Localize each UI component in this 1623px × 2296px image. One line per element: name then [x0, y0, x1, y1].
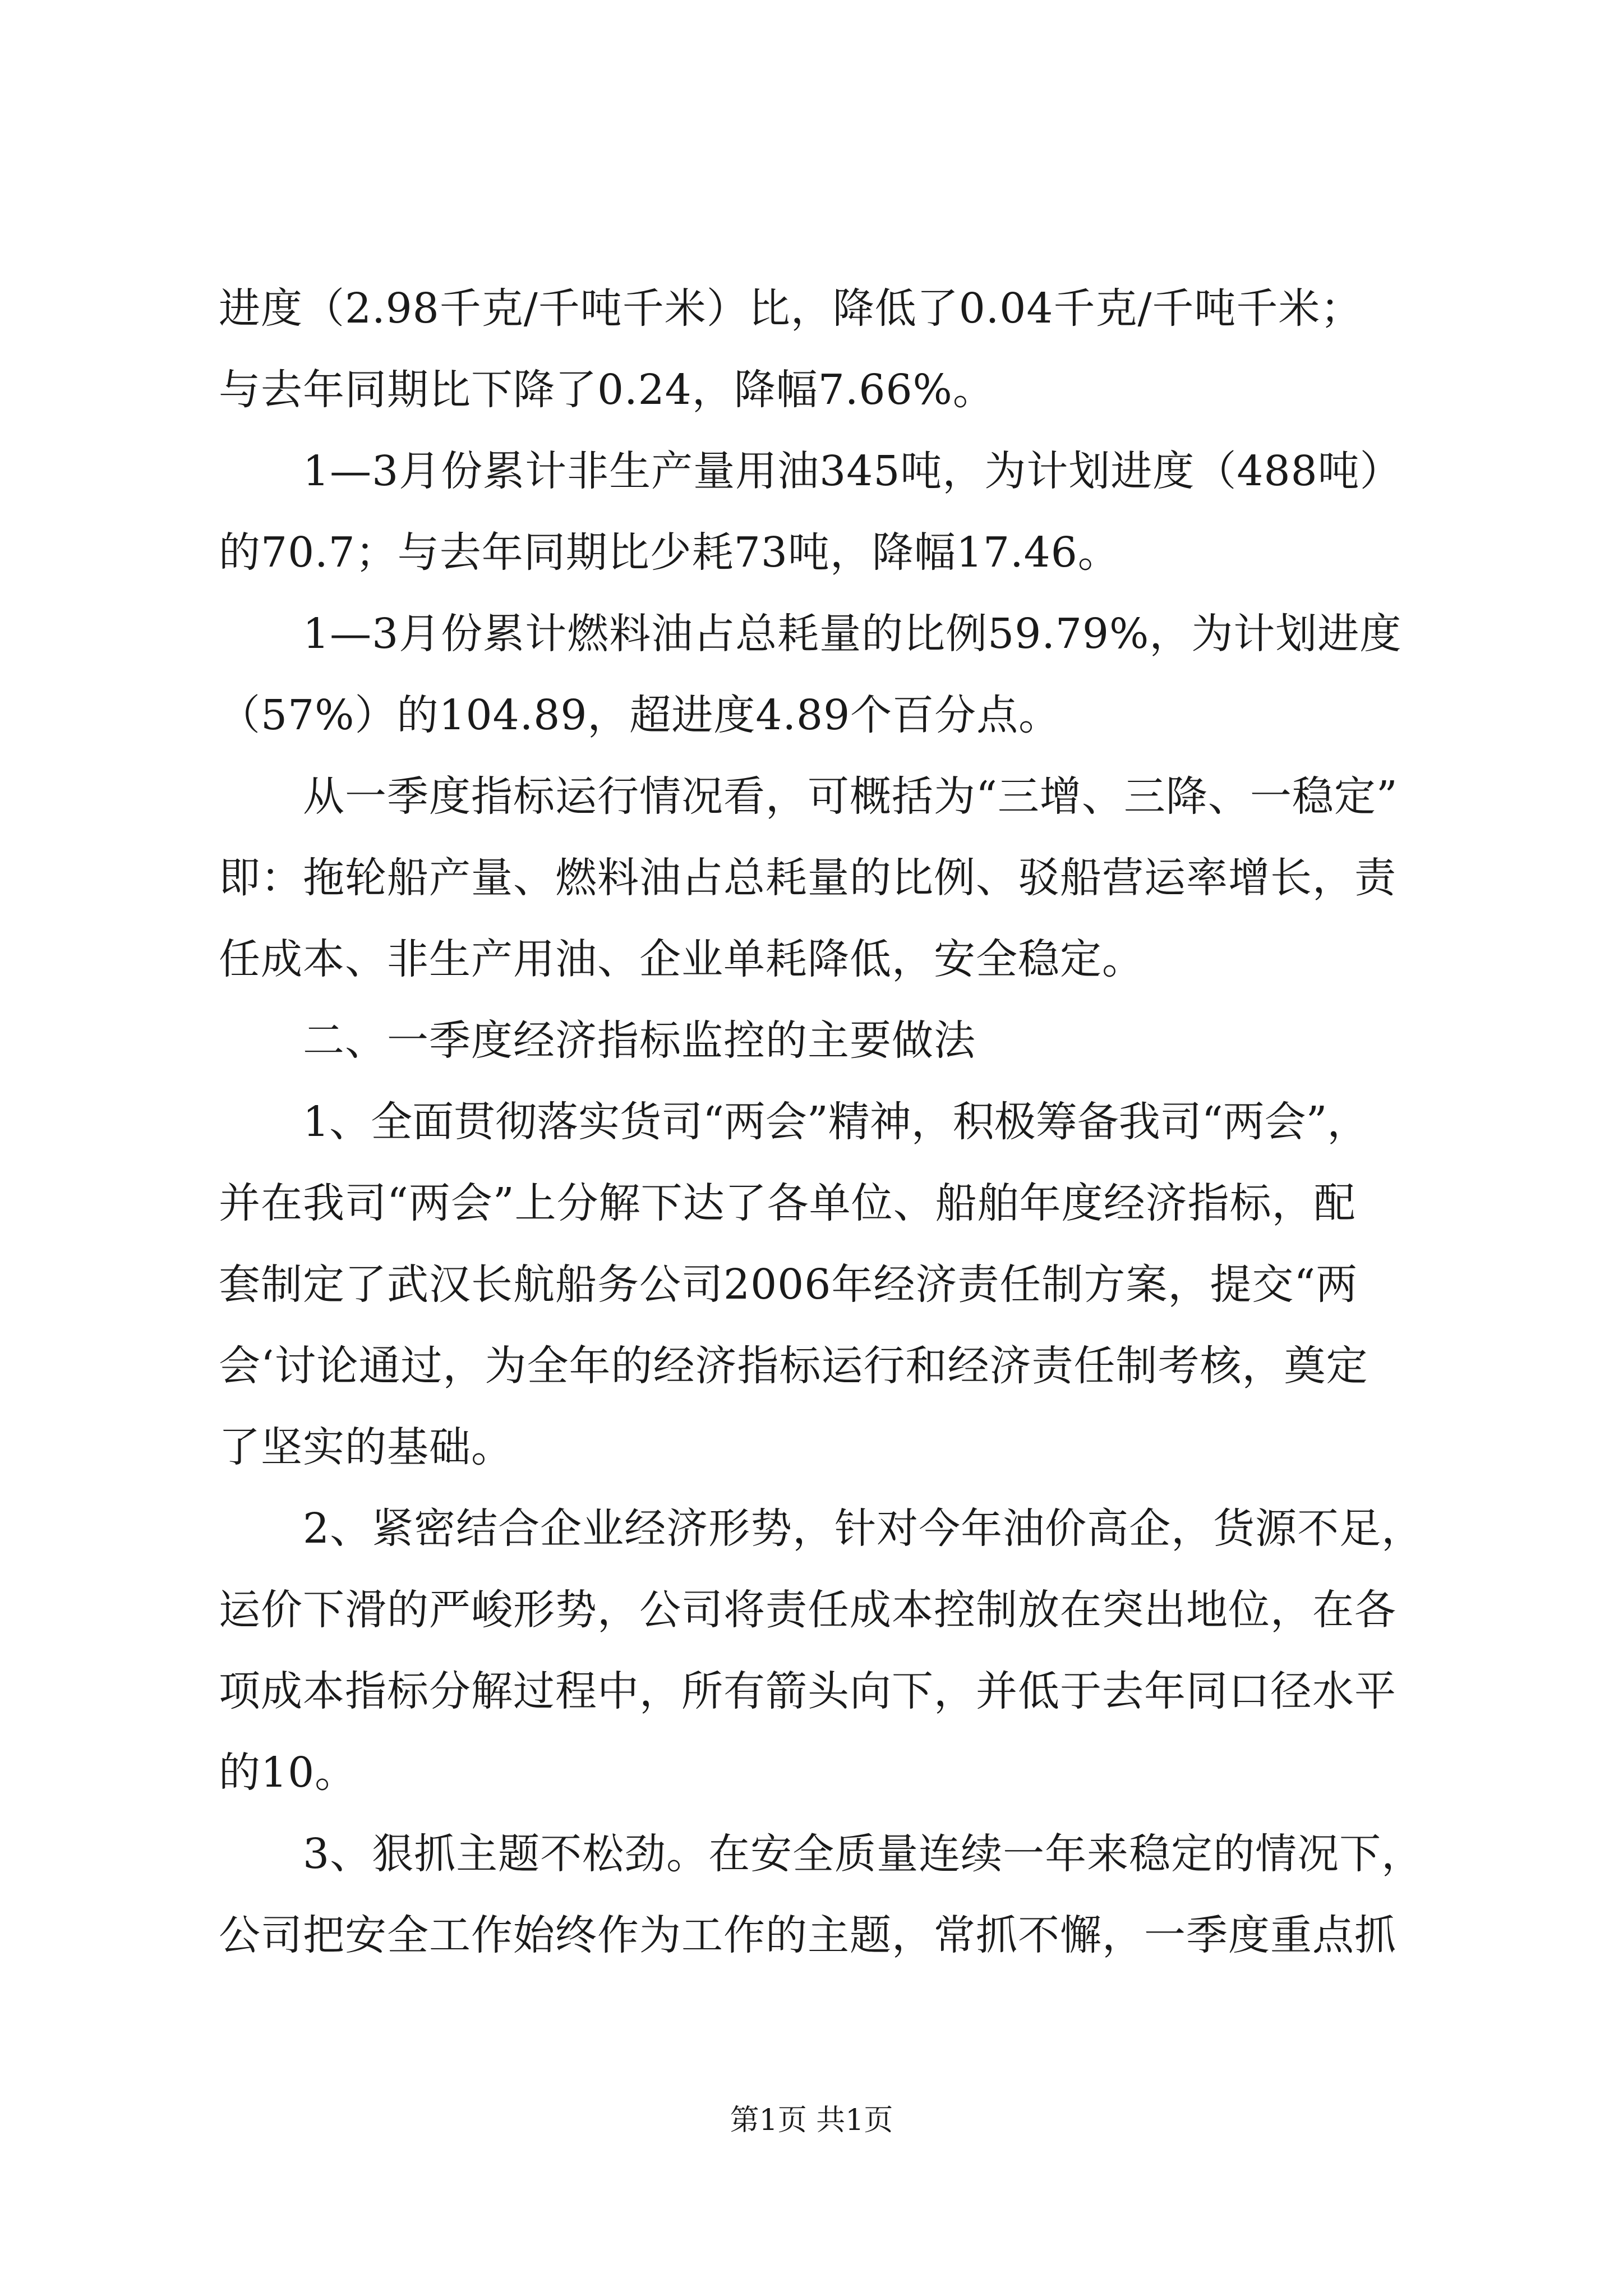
text-line-16: 2、紧密结合企业经济形势，针对今年油价高企，货源不足，	[303, 1504, 1424, 1553]
text-line-19: 的10。	[219, 1749, 357, 1797]
document-body	[219, 268, 1438, 1976]
text-line-7: 从一季度指标运行情况看，可概括为“三增、三降、一稳定”	[303, 772, 1398, 821]
text-line-13: 套制定了武汉长航船务公司2006年经济责任制方案，提交“两	[219, 1260, 1358, 1309]
text-line-14: 会‘讨论通过，为全年的经济指标运行和经济责任制考核，奠定	[219, 1342, 1368, 1390]
section-heading: 二、一季度经济指标监控的主要做法	[303, 1016, 976, 1065]
text-line-6: （57%）的104.89，超进度4.89个百分点。	[219, 691, 1061, 739]
text-line-11: 1、全面贯彻落实货司“两会”精神，积极筹备我司“两会”，	[303, 1098, 1369, 1146]
text-line-18: 项成本指标分解过程中，所有箭头向下，并低于去年同口径水平	[219, 1667, 1396, 1715]
text-line-2: 与去年同期比下降了0.24，降幅7.66%。	[219, 366, 995, 414]
text-line-21: 公司把安全工作始终作为工作的主题，常抓不懈，一季度重点抓	[219, 1911, 1396, 1959]
text-line-9: 任成本、非生产用油、企业单耗降低，安全稳定。	[219, 935, 1144, 983]
text-line-17: 运价下滑的严峻形势，公司将责任成本控制放在突出地位，在各	[219, 1586, 1396, 1634]
page-footer: 第1页 共1页	[730, 2104, 893, 2137]
text-line-15: 了坚实的基础。	[219, 1423, 513, 1471]
text-line-4: 的70.7；与去年同期比少耗73吨，降幅17.46。	[219, 528, 1120, 577]
text-line-1: 进度（2.98千克/千吨千米）比，降低了0.04千克/千吨千米；	[219, 284, 1363, 333]
text-line-5: 1—3月份累计燃料油占总耗量的比例59.79%，为计划进度	[303, 610, 1402, 658]
text-line-8: 即：拖轮船产量、燃料油占总耗量的比例、驳船营运率增长，责	[219, 854, 1396, 902]
text-line-3: 1—3月份累计非生产量用油345吨，为计划进度（488吨）	[303, 447, 1402, 495]
text-line-20: 3、狠抓主题不松劲。在安全质量连续一年来稳定的情况下，	[303, 1830, 1424, 1878]
text-line-12: 并在我司“两会”上分解下达了各单位、船舶年度经济指标，配	[219, 1179, 1356, 1227]
